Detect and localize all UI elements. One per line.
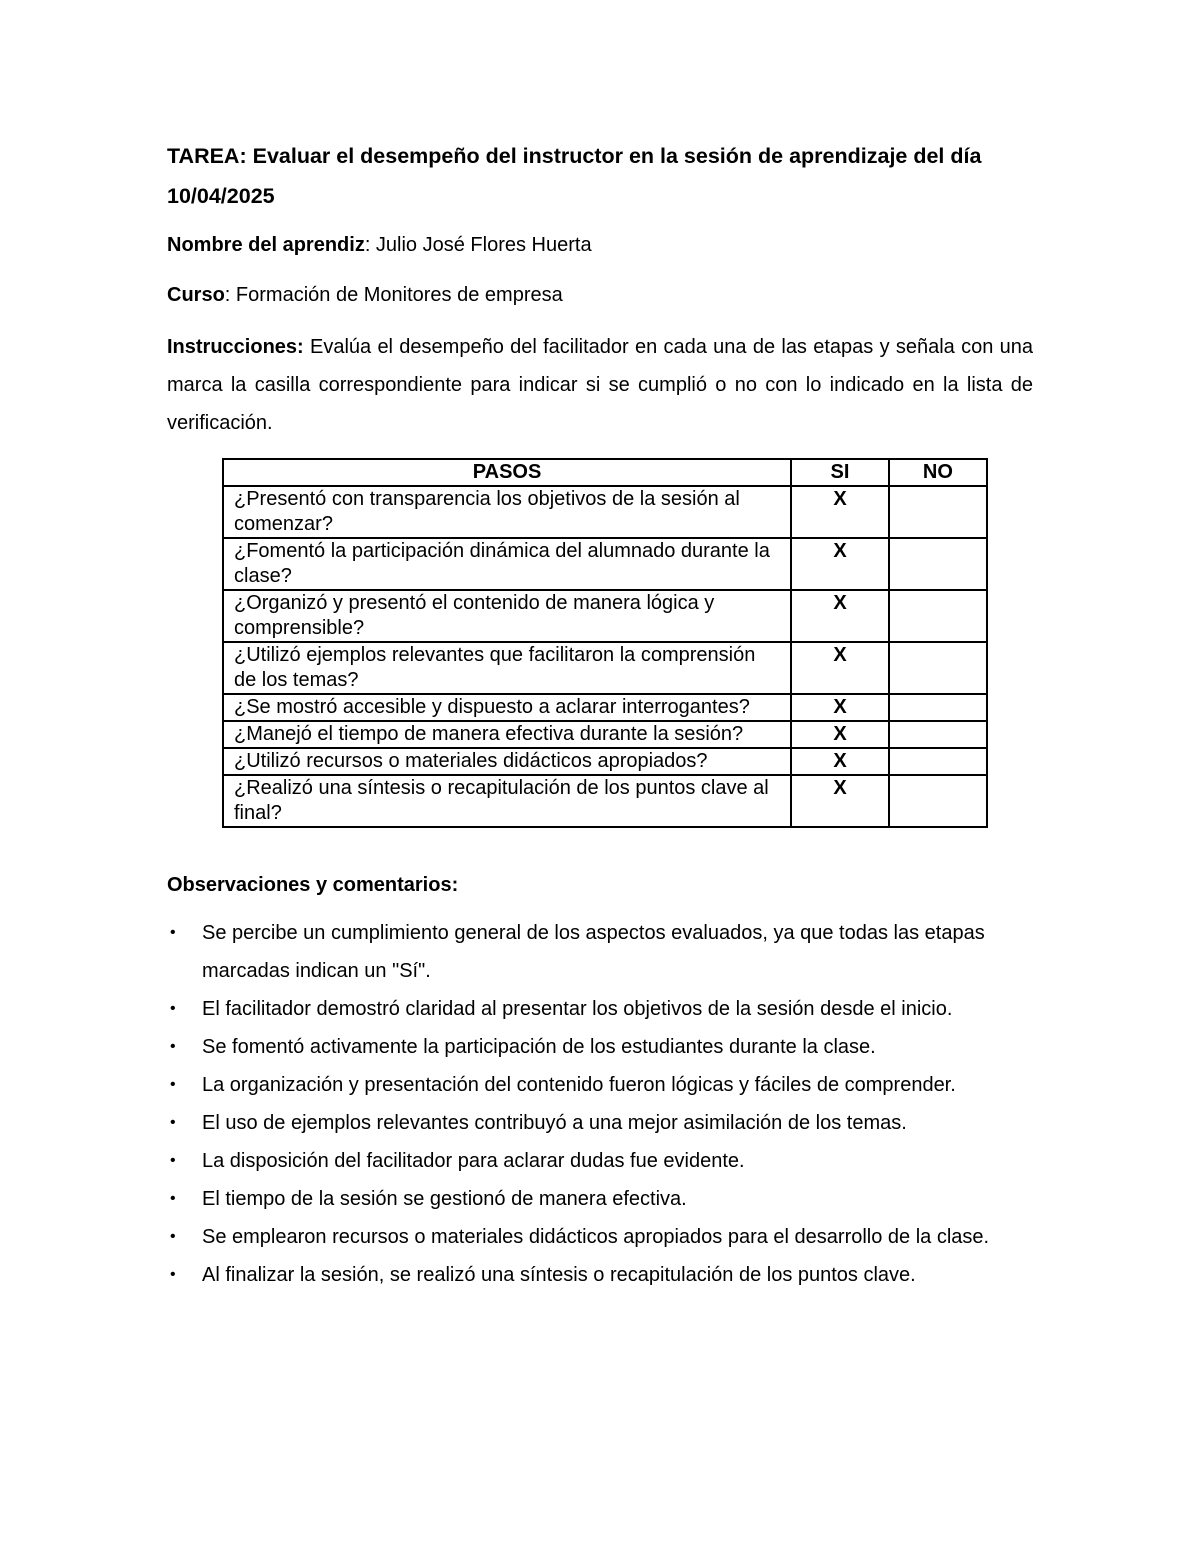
apprentice-name-value: : Julio José Flores Huerta <box>364 234 592 256</box>
course-line <box>167 276 1033 314</box>
table-row <box>223 694 987 721</box>
observation-text: El tiempo de la sesión se gestionó de manera efectiva. <box>202 1188 687 1210</box>
bullet-icon: • <box>170 1266 176 1283</box>
instructions-label: Instrucciones: <box>167 336 304 358</box>
step-cell: ¿Utilizó recursos o materiales didácticos apropiados? <box>223 748 791 775</box>
table-row <box>223 590 987 642</box>
observations-list <box>167 914 1033 1294</box>
table-row <box>223 486 987 538</box>
table-row <box>223 642 987 694</box>
observations-title: Observaciones y comentarios: <box>167 874 459 896</box>
bullet-icon: • <box>170 1190 176 1207</box>
yes-cell: X <box>791 642 889 694</box>
list-item <box>167 1066 1033 1104</box>
instructions-paragraph <box>167 328 1033 442</box>
course-value: : Formación de Monitores de empresa <box>224 284 563 306</box>
list-item <box>167 990 1033 1028</box>
table-row <box>223 721 987 748</box>
no-cell <box>889 694 987 721</box>
no-cell <box>889 590 987 642</box>
observation-text: Se emplearon recursos o materiales didácticos apropiados para el desarrollo de la clase. <box>202 1226 990 1248</box>
table-header-row <box>223 459 987 486</box>
yes-cell: X <box>791 694 889 721</box>
bullet-icon: • <box>170 1000 176 1017</box>
document-page <box>167 136 1033 1294</box>
step-cell: ¿Realizó una síntesis o recapitulación de los puntos clave al final? <box>223 775 791 827</box>
list-item <box>167 1180 1033 1218</box>
header-yes: SI <box>791 459 889 486</box>
bullet-icon: • <box>170 1114 176 1131</box>
header-steps: PASOS <box>223 459 791 486</box>
apprentice-name-line <box>167 226 1033 264</box>
list-item <box>167 1256 1033 1294</box>
step-cell: ¿Presentó con transparencia los objetivos de la sesión al comenzar? <box>223 486 791 538</box>
bullet-icon: • <box>170 1152 176 1169</box>
no-cell <box>889 486 987 538</box>
list-item <box>167 1218 1033 1256</box>
table-row <box>223 775 987 827</box>
yes-cell: X <box>791 486 889 538</box>
observation-text: La disposición del facilitador para aclarar dudas fue evidente. <box>202 1150 745 1172</box>
course-label: Curso <box>167 284 225 306</box>
list-item <box>167 1028 1033 1066</box>
no-cell <box>889 748 987 775</box>
table-row <box>223 538 987 590</box>
observation-text: El facilitador demostró claridad al presentar los objetivos de la sesión desde el inicio. <box>202 998 953 1020</box>
header-no: NO <box>889 459 987 486</box>
no-cell <box>889 775 987 827</box>
step-cell: ¿Organizó y presentó el contenido de manera lógica y comprensible? <box>223 590 791 642</box>
bullet-icon: • <box>170 1038 176 1055</box>
bullet-icon: • <box>170 1076 176 1093</box>
task-title-text: Evaluar el desempeño del instructor en la sesión de aprendizaje del día 10/04/2025 <box>167 144 982 208</box>
task-title <box>167 136 1033 216</box>
step-cell: ¿Utilizó ejemplos relevantes que facilitaron la comprensión de los temas? <box>223 642 791 694</box>
observation-text: El uso de ejemplos relevantes contribuyó a una mejor asimilación de los temas. <box>202 1112 907 1134</box>
step-cell: ¿Fomentó la participación dinámica del alumnado durante la clase? <box>223 538 791 590</box>
no-cell <box>889 721 987 748</box>
list-item <box>167 1104 1033 1142</box>
observation-text: Se fomentó activamente la participación de los estudiantes durante la clase. <box>202 1036 876 1058</box>
yes-cell: X <box>791 775 889 827</box>
table-row <box>223 748 987 775</box>
list-item <box>167 914 1033 990</box>
bullet-icon: • <box>170 1228 176 1245</box>
bullet-icon: • <box>170 924 176 941</box>
yes-cell: X <box>791 721 889 748</box>
instructions-text: Evalúa el desempeño del facilitador en cada una de las etapas y señala con una marca la casilla correspondiente para indicar si se cumplió o no con lo indicado en la lista de verificación. <box>167 336 1033 434</box>
yes-cell: X <box>791 590 889 642</box>
step-cell: ¿Se mostró accesible y dispuesto a aclarar interrogantes? <box>223 694 791 721</box>
no-cell <box>889 642 987 694</box>
checklist-table <box>222 458 988 828</box>
no-cell <box>889 538 987 590</box>
observation-text: Al finalizar la sesión, se realizó una síntesis o recapitulación de los puntos clave. <box>202 1264 916 1286</box>
task-title-label: TAREA: <box>167 144 247 168</box>
observation-text: La organización y presentación del contenido fueron lógicas y fáciles de comprender. <box>202 1074 956 1096</box>
checklist-table-container <box>222 458 988 828</box>
list-item <box>167 1142 1033 1180</box>
yes-cell: X <box>791 538 889 590</box>
apprentice-name-label: Nombre del aprendiz <box>167 234 365 256</box>
yes-cell: X <box>791 748 889 775</box>
observation-text: Se percibe un cumplimiento general de los aspectos evaluados, ya que todas las etapas marcadas indican un "Sí". <box>202 922 985 982</box>
step-cell: ¿Manejó el tiempo de manera efectiva durante la sesión? <box>223 721 791 748</box>
